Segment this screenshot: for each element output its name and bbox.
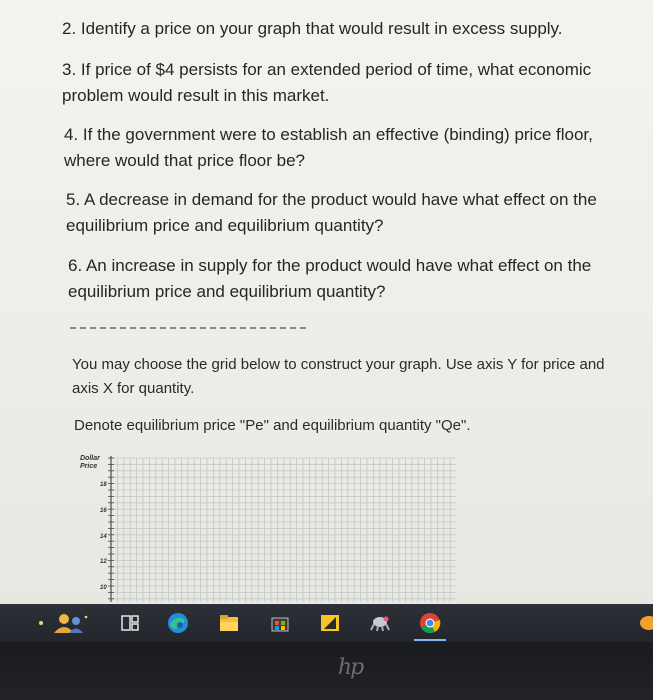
y-axis-label-line1: Dollar (80, 455, 100, 462)
price-graph (74, 452, 464, 602)
tick-label-18: 18 (100, 482, 107, 488)
octopus-app-icon[interactable] (368, 611, 392, 635)
chrome-icon[interactable] (418, 611, 442, 635)
tick-label-12: 12 (100, 559, 107, 565)
tick-label-10: 10 (100, 585, 107, 591)
task-view-icon[interactable] (118, 611, 142, 635)
question-6: 6. An increase in supply for the product would have what effect on the equilibrium price and equilibrium quantity? (68, 256, 592, 301)
question-4: 4. If the government were to establish an effective (binding) price floor, where would that price floor be? (64, 125, 593, 170)
question-2: 2. Identify a price on your graph that would result in excess supply. (62, 19, 563, 38)
active-app-indicator (414, 639, 446, 641)
people-icon[interactable] (48, 611, 94, 635)
edge-icon[interactable] (166, 611, 190, 635)
question-3: 3. If price of $4 persists for an extended period of time, what economic problem would result in this market. (62, 60, 592, 105)
arrow-app-icon[interactable] (318, 611, 342, 635)
question-5: 5. A decrease in demand for the product would have what effect on the equilibrium price and equilibrium quantity? (66, 190, 597, 235)
y-axis-label-line2: Price (80, 463, 98, 470)
windows-taskbar (0, 604, 653, 642)
dashed-divider (70, 327, 306, 329)
laptop-bezel (0, 642, 653, 700)
graph-grid (74, 452, 464, 602)
grid-lines (111, 458, 456, 602)
notification-blob-icon (637, 611, 653, 635)
store-icon[interactable] (268, 611, 292, 635)
file-explorer-icon[interactable] (217, 611, 241, 635)
equilibrium-instructions: Denote equilibrium price "Pe" and equilibrium quantity "Qe". (74, 417, 471, 434)
sparkle-icon (34, 611, 48, 635)
hp-logo-mark: ℎ𝑝 (338, 655, 363, 680)
tick-label-14: 14 (100, 534, 107, 540)
tick-label-16: 16 (100, 508, 107, 514)
grid-instructions: You may choose the grid below to construct your graph. Use axis Y for price and axis X for quantity. (72, 356, 605, 397)
